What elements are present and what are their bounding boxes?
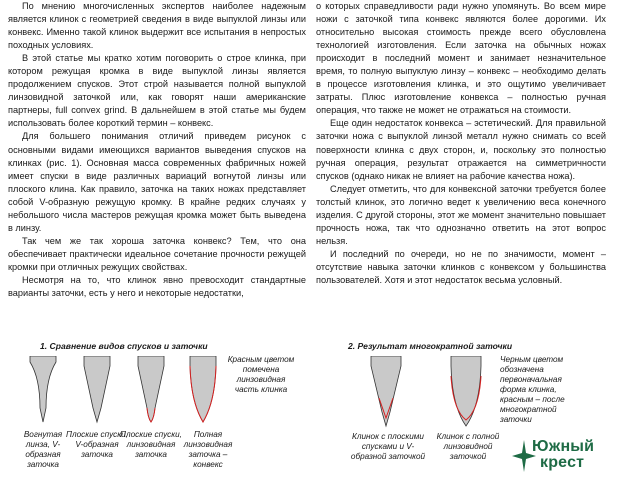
figure1-title: 1. Сравнение видов спусков и заточки: [40, 341, 208, 351]
blade-concave-v-grind: [28, 356, 58, 424]
paragraph: В этой статье мы кратко хотим поговорить о строе клинка, при котором режущая кромка в виде выпуклой линзы является продолжением спусков. Этот строй называется полной выпуклой линзовидной заточкой или, как говорят наши американские партнеры, full convex grind. В дальнейшем в этой статье мы будем использовать более короткий термин – конвекс.: [8, 53, 306, 129]
paragraph: Еще один недостаток конвекса – эстетический. Для правильной заточки ножа с выпуклой линзой металл нужно снимать со всей поверхности клинка с двух сторон, и, поскольку это полностью ручная операция, результат отражается на симметричности спусков (однако никак не влияет на рабочие качества ножа).: [316, 118, 606, 181]
figure2-caption: Клинок с плоскими спусками и V-образной заточкой: [350, 432, 426, 461]
paragraph: И последний по очереди, но не по значимости, момент – отсутствие навыка заточки клинков с конвексом у большинства пользователей. Хотя и этот недостаток весьма условный.: [316, 248, 606, 285]
paragraph: По мнению многочисленных экспертов наиболее надежным является клинок с геометрией сведения в виде выпуклой линзы или конвекс. Именно такой клинок выдержит все испытания в непростых походных условиях.: [8, 1, 306, 51]
logo-text: крест: [540, 454, 585, 471]
logo-text: Южный: [532, 438, 595, 455]
paragraph: Так чем же так хороша заточка конвекс? Тем, что она обеспечивает практически идеальное сочетание прочности режущей кромки при отличных режущих свойствах.: [8, 235, 306, 272]
blade-flat-v-grind: [82, 356, 112, 424]
figure1-caption: Вогнутая линза, V-образная заточка: [23, 430, 63, 469]
figure2-caption: Клинок с полной линзовидной заточкой: [436, 432, 500, 461]
figure1-note: Красным цветом помечена линзовидная часть клинка: [227, 355, 295, 394]
blade-flat-lens-grind: [136, 356, 166, 424]
figure2-note: Черным цветом обозначена первоначальная форма клинка, красным – после многократной заточки: [500, 355, 565, 424]
paragraph: Несмотря на то, что клинок явно превосходит стандартные варианты заточки, есть у него и некоторые недостатки,: [8, 274, 306, 299]
figure1-caption: Плоские спуски, линзовидная заточка: [120, 430, 182, 459]
blade-flat-resharpened: [368, 356, 404, 428]
right-text-column: [316, 0, 606, 287]
figure2-title: 2. Результат многократной заточки: [348, 341, 513, 351]
blade-full-convex: [188, 356, 218, 424]
figure1-caption: Полная линзовидная заточка – конвекс: [183, 430, 233, 469]
figure1-caption: Плоские спуски, V-образная заточка: [66, 430, 128, 459]
left-text-column: [8, 0, 306, 300]
paragraph: о которых справедливости ради нужно упомянуть. Во всем мире ножи с заточкой типа конвекс являются более дорогими. Их относительно высокая стоимость прежде всего обусловлена технологией изготовления. Если заточка на обычных ножах происходит в последний момент и занимает незначительное время, то полную выпуклую линзу – конвекс – необходимо делать в процессе изготовления клинка, и это ощутимо увеличивает затраты. Плюс изготовление конвекса – полностью ручная операция, что также не может не отражаться на стоимости.: [316, 1, 606, 116]
paragraph: Следует отметить, что для конвексной заточки требуется более толстый клинок, это логично ведет к увеличению веса конечного изделия. С другой стороны, этот же момент значительно повышает прочность ножа, так что однозначно ответить на этот вопрос нельзя.: [316, 183, 606, 246]
paragraph: Для большего понимания отличий приведем рисунок с основными видами имеющихся вариантов выведения спусков на клинках (рис. 1). Основная масса современных фабричных ножей имеет спуски в виде различных вариаций вогнутой линзы или плоского клина. Как правило, заточка на таких ножах представляет собой V-образную режущую кромку. В крайне редких случаях у небольшого числа мастеров режущая кромка может быть выведена в линзу.: [8, 131, 306, 233]
blade-convex-resharpened: [448, 356, 484, 428]
